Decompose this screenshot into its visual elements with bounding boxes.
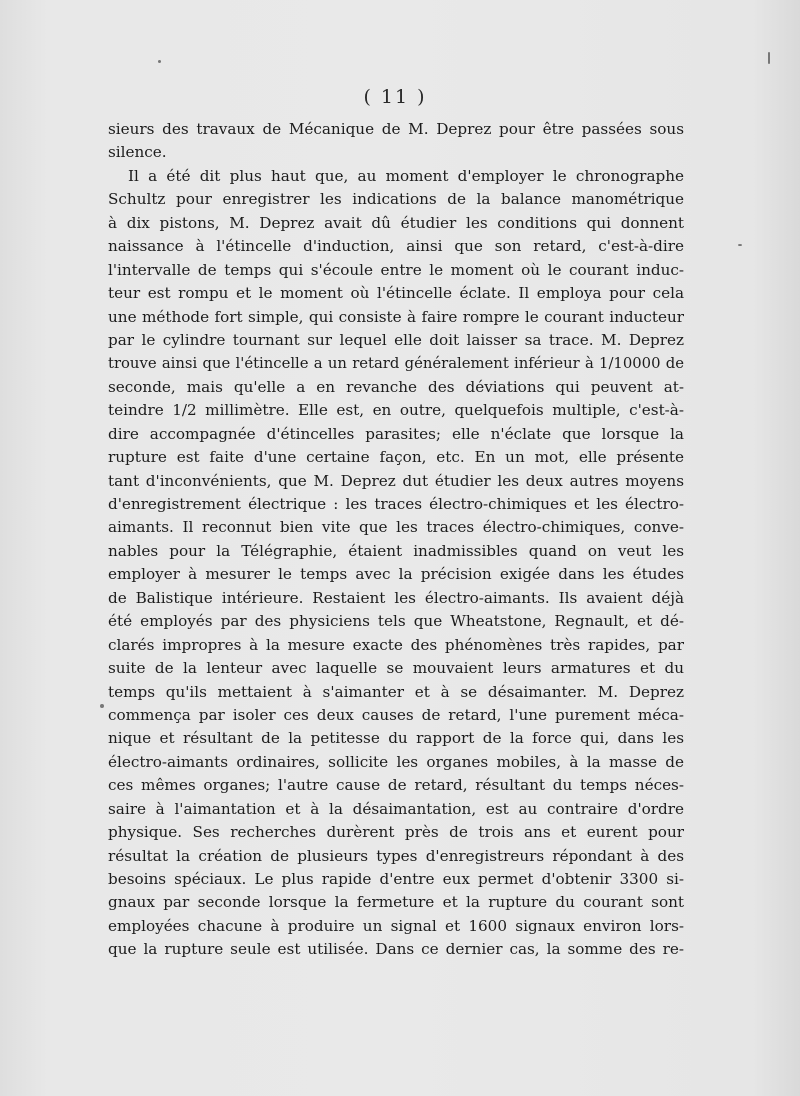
text-line: temps qu'ils mettaient à s'aimanter et à se désaimanter. M. Deprez [108,682,684,701]
text-line: nique et résultant de la petitesse du rapport de la force qui, dans les [108,729,684,748]
text-line: à dix pistons, M. Deprez avait dû étudier les conditions qui donnent [108,213,684,232]
paper-speck [100,704,104,708]
text-line: une méthode fort simple, qui consiste à faire rompre le courant inducteur [108,307,684,326]
paper-speck [768,52,770,64]
text-line: résultat la création de plusieurs types d'enregistreurs répondant à des [108,846,684,865]
body-text [108,118,684,962]
text-line: saire à l'aimantation et à la désaimantation, est au contraire d'ordre [108,799,684,818]
text-line: physique. Ses recherches durèrent près de trois ans et eurent pour [108,823,684,842]
text-line: été employés par des physiciens tels que Wheatstone, Regnault, et dé- [108,612,684,631]
text-line: teindre 1/2 millimètre. Elle est, en outre, quelquefois multiple, c'est-à- [108,401,684,420]
text-line: suite de la lenteur avec laquelle se mouvaient leurs armatures et du [108,659,684,678]
text-line: sieurs des travaux de Mécanique de M. Deprez pour être passées sous [108,120,684,138]
text-line: rupture est faite d'une certaine façon, etc. En un mot, elle présente [108,448,684,467]
text-line: par le cylindre tournant sur lequel elle doit laisser sa trace. M. Deprez [108,330,684,349]
text-line: d'enregistrement électrique : les traces électro-chimiques et les électro- [108,495,684,513]
text-line: nables pour la Télégraphie, étaient inadmissibles quand on veut les [108,541,684,560]
text-line: besoins spéciaux. Le plus rapide d'entre eux permet d'obtenir 3300 si- [108,870,684,888]
text-line: seconde, mais qu'elle a en revanche des déviations qui peuvent at- [108,377,684,396]
paper-speck [158,60,161,63]
text-line: ces mêmes organes; l'autre cause de retard, résultant du temps néces- [108,776,684,795]
text-line: aimants. Il reconnut bien vite que les traces électro-chimiques, conve- [108,518,684,537]
text-line: que la rupture seule est utilisée. Dans ce dernier cas, la somme des re- [108,940,684,959]
text-line: employées chacune à produire un signal et 1600 signaux environ lors- [108,916,684,935]
text-line: de Balistique intérieure. Restaient les électro-aimants. Ils avaient déjà [108,588,684,607]
text-line: gnaux par seconde lorsque la fermeture et la rupture du courant sont [108,893,684,912]
text-line: Il a été dit plus haut que, au moment d'employer le chronographe [128,166,684,185]
text-line: Schultz pour enregistrer les indications de la balance manométrique [108,190,684,209]
text-line: teur est rompu et le moment où l'étincelle éclate. Il employa pour cela [108,284,684,303]
text-line: trouve ainsi que l'étincelle a un retard généralement inférieur à 1/10000 de [108,355,684,373]
text-line: tant d'inconvénients, que M. Deprez dut étudier les deux autres moyens [108,471,684,490]
paper-speck [738,244,742,246]
text-line: commença par isoler ces deux causes de retard, l'une purement méca- [108,705,684,724]
text-line: électro-aimants ordinaires, sollicite les organes mobiles, à la masse de [108,752,684,771]
text-line: l'intervalle de temps qui s'écoule entre le moment où le courant induc- [108,260,684,279]
page-number: ( 11 ) [363,86,427,108]
text-line: clarés impropres à la mesure exacte des phénomènes très rapides, par [108,635,684,654]
text-line: naissance à l'étincelle d'induction, ainsi que son retard, c'est-à-dire [108,237,684,256]
text-line: silence. [108,143,167,162]
text-line: dire accompagnée d'étincelles parasites; elle n'éclate que lorsque la [108,424,684,443]
text-line: employer à mesurer le temps avec la précision exigée dans les études [108,565,684,584]
